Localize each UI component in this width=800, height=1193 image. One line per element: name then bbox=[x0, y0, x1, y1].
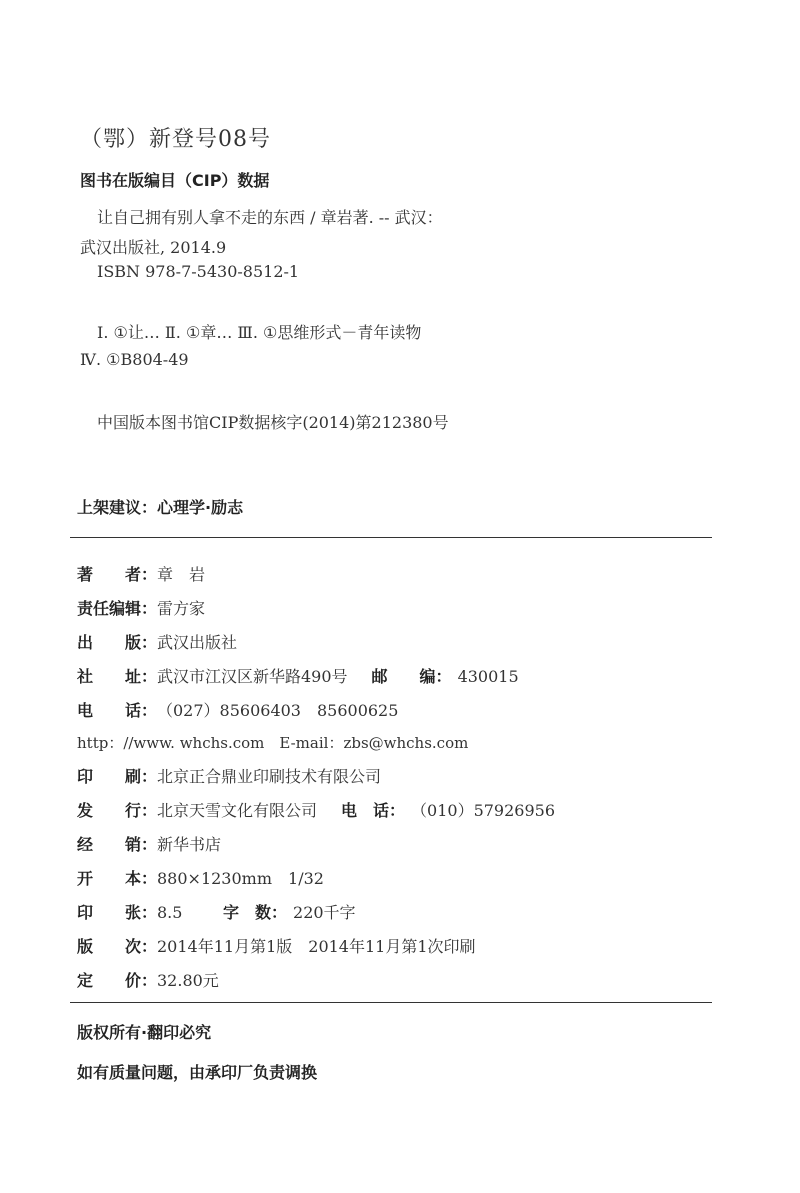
postcode-label: 邮 编： bbox=[371, 667, 452, 686]
editor-row bbox=[77, 596, 205, 622]
copyright-notice: 版权所有·翻印必究 bbox=[77, 1023, 212, 1042]
distributor-value: 北京天雪文化有限公司 bbox=[157, 801, 318, 820]
format-value: 880×1230mm 1/32 bbox=[157, 869, 324, 888]
shelf-suggestion: 上架建议：心理学·励志 bbox=[77, 498, 244, 517]
seller-label: 经 销： bbox=[77, 835, 158, 854]
author-label: 著 者： bbox=[77, 565, 158, 584]
printer-value: 北京正合鼎业印刷技术有限公司 bbox=[157, 767, 382, 786]
cip-classification: Ⅰ. ①让… Ⅱ. ①章… Ⅲ. ①思维形式－青年读物 bbox=[97, 323, 422, 342]
seller-row bbox=[77, 832, 221, 858]
registration-number: （鄂）新登号08号 bbox=[80, 127, 271, 152]
web-email-line: http：//www. whchs.com E-mail：zbs@whchs.com bbox=[77, 734, 469, 752]
cip-record-number: 中国版本图书馆CIP数据核字(2014)第212380号 bbox=[97, 413, 449, 432]
quality-notice: 如有质量问题，由承印厂负责调换 bbox=[77, 1063, 318, 1082]
sheets-label: 印 张： bbox=[77, 903, 158, 922]
publisher-value: 武汉出版社 bbox=[157, 633, 238, 652]
divider-bottom bbox=[70, 1002, 712, 1003]
distributor-label: 发 行： bbox=[77, 801, 158, 820]
postcode-value: 430015 bbox=[457, 667, 519, 686]
address-value: 武汉市江汉区新华路490号 bbox=[157, 667, 348, 686]
cip-title: 图书在版编目（CIP）数据 bbox=[80, 171, 270, 190]
author-row bbox=[77, 562, 205, 588]
cip-classification-number: Ⅳ. ①B804-49 bbox=[80, 350, 189, 369]
price-value: 32.80元 bbox=[157, 971, 219, 990]
cip-line-2: 武汉出版社, 2014.9 bbox=[80, 238, 227, 257]
divider-top bbox=[70, 537, 712, 538]
seller-value: 新华书店 bbox=[157, 835, 222, 854]
price-label: 定 价： bbox=[77, 971, 158, 990]
distributor-row bbox=[77, 798, 555, 824]
sheets-row bbox=[77, 900, 356, 926]
edition-label: 版 次： bbox=[77, 937, 158, 956]
publisher-label: 出 版： bbox=[77, 633, 158, 652]
cip-isbn: ISBN 978-7-5430-8512-1 bbox=[97, 262, 300, 281]
web-row bbox=[77, 732, 468, 758]
distributor-phone-label: 电 话： bbox=[341, 801, 406, 820]
edition-value: 2014年11月第1版 2014年11月第1次印刷 bbox=[157, 937, 476, 956]
edition-row bbox=[77, 934, 476, 960]
words-value: 220千字 bbox=[293, 903, 356, 922]
printer-row bbox=[77, 764, 381, 790]
address-label: 社 址： bbox=[77, 667, 158, 686]
address-row bbox=[77, 664, 519, 690]
phone-value: （027）85606403 85600625 bbox=[157, 701, 399, 720]
price-row bbox=[77, 968, 219, 994]
phone-label: 电 话： bbox=[77, 701, 158, 720]
sheets-value: 8.5 bbox=[157, 903, 183, 922]
format-label: 开 本： bbox=[77, 869, 158, 888]
phone-row bbox=[77, 698, 398, 724]
cip-line-1: 让自己拥有别人拿不走的东西 / 章岩著. -- 武汉： bbox=[97, 208, 443, 227]
publisher-row bbox=[77, 630, 237, 656]
words-label: 字 数： bbox=[223, 903, 288, 922]
distributor-phone-value: （010）57926956 bbox=[411, 801, 556, 820]
editor-label: 责任编辑： bbox=[77, 599, 158, 618]
author-value: 章 岩 bbox=[157, 565, 206, 584]
printer-label: 印 刷： bbox=[77, 767, 158, 786]
editor-value: 雷方家 bbox=[157, 599, 206, 618]
format-row bbox=[77, 866, 324, 892]
